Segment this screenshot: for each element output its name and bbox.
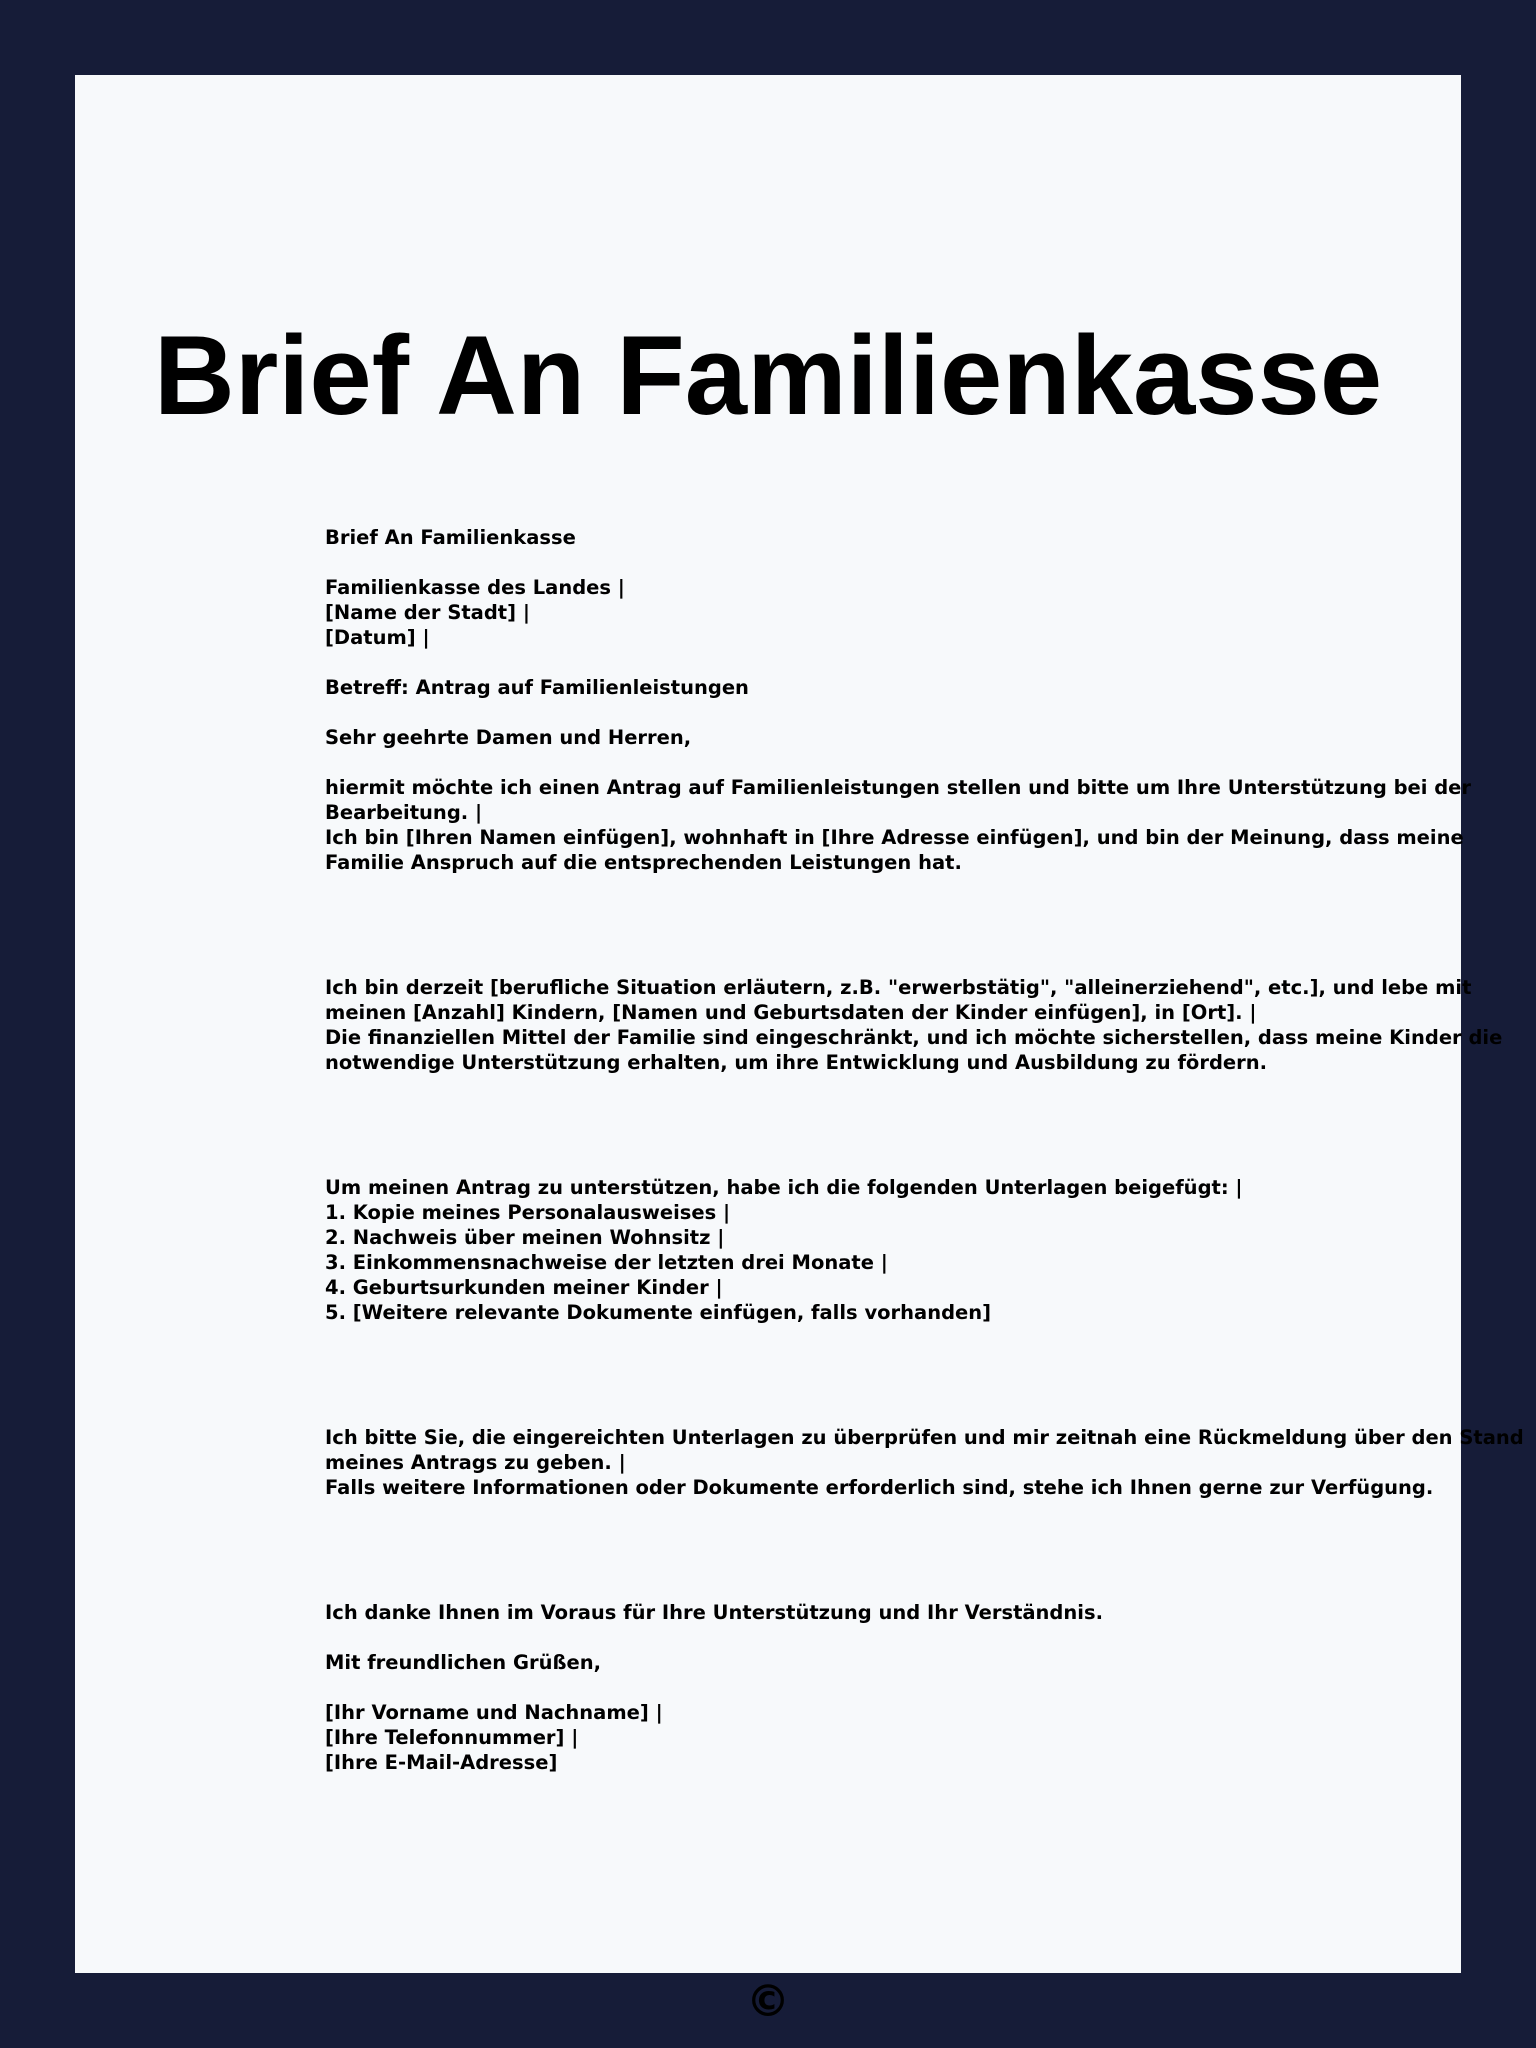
paragraph-line: Familie Anspruch auf die entsprechenden Leistungen hat. [325, 851, 962, 874]
closing-line: Mit freundlichen Grüßen, [325, 1651, 601, 1674]
thanks-line: Ich danke Ihnen im Voraus für Ihre Unterstützung und Ihr Verständnis. [325, 1601, 1103, 1624]
subject-line: Betreff: Antrag auf Familienleistungen [325, 676, 749, 699]
recipient-line: Familienkasse des Landes | [325, 576, 625, 599]
document-title: Brief An Familienkasse [153, 313, 1383, 438]
paragraph-line: hiermit möchte ich einen Antrag auf Familienleistungen stellen und bitte um Ihre Unterstützung bei der [325, 776, 1472, 799]
signature-block [325, 1700, 1385, 1775]
letter-heading: Brief An Familienkasse [325, 526, 576, 549]
paragraph-introduction [325, 775, 1472, 875]
copyright-symbol: © [746, 1976, 790, 2027]
paragraph-line: notwendige Unterstützung erhalten, um ihre Entwicklung und Ausbildung zu fördern. [325, 1051, 1268, 1074]
paragraph-line: Ich bitte Sie, die eingereichten Unterlagen zu überprüfen und mir zeitnah eine Rückmeldung über den Stand [325, 1426, 1524, 1449]
paragraph-line: Bearbeitung. | [325, 801, 483, 824]
paragraph-request [325, 1425, 1524, 1500]
list-item: 5. [Weitere relevante Dokumente einfügen, falls vorhanden] [325, 1301, 992, 1324]
list-item: 3. Einkommensnachweise der letzten drei Monate | [325, 1251, 888, 1274]
document-page [75, 75, 1524, 2027]
list-item: 1. Kopie meines Personalausweises | [325, 1201, 731, 1224]
paragraph-line: meinen [Anzahl] Kindern, [Namen und Geburtsdaten der Kinder einfügen], in [Ort]. | [325, 1001, 1257, 1024]
paragraph-documents [325, 1175, 1385, 1325]
list-item: 4. Geburtsurkunden meiner Kinder | [325, 1276, 723, 1299]
list-item: 2. Nachweis über meinen Wohnsitz | [325, 1226, 725, 1249]
letter-body [325, 525, 1524, 1775]
paragraph-line: meines Antrags zu geben. | [325, 1451, 626, 1474]
documents-intro: Um meinen Antrag zu unterstützen, habe ich die folgenden Unterlagen beigefügt: | [325, 1176, 1243, 1199]
recipient-line: [Datum] | [325, 626, 430, 649]
recipient-line: [Name der Stadt] | [325, 601, 530, 624]
paragraph-line: Ich bin derzeit [berufliche Situation erläutern, z.B. "erwerbstätig", "alleinerziehend", etc.], und lebe mit [325, 976, 1472, 999]
paragraph-situation [325, 975, 1503, 1075]
signature-line: [Ihre E-Mail-Adresse] [325, 1751, 558, 1774]
signature-line: [Ihr Vorname und Nachname] | [325, 1701, 663, 1724]
salutation: Sehr geehrte Damen und Herren, [325, 726, 692, 749]
paragraph-line: Ich bin [Ihren Namen einfügen], wohnhaft in [Ihre Adresse einfügen], und bin der Meinung, dass meine [325, 826, 1464, 849]
signature-line: [Ihre Telefonnummer] | [325, 1726, 579, 1749]
paragraph-line: Die finanziellen Mittel der Familie sind eingeschränkt, und ich möchte sicherstellen, dass meine Kinder die [325, 1026, 1503, 1049]
recipient-block [325, 575, 1385, 650]
paragraph-line: Falls weitere Informationen oder Dokumente erforderlich sind, stehe ich Ihnen gerne zur Verfügung. [325, 1476, 1434, 1499]
